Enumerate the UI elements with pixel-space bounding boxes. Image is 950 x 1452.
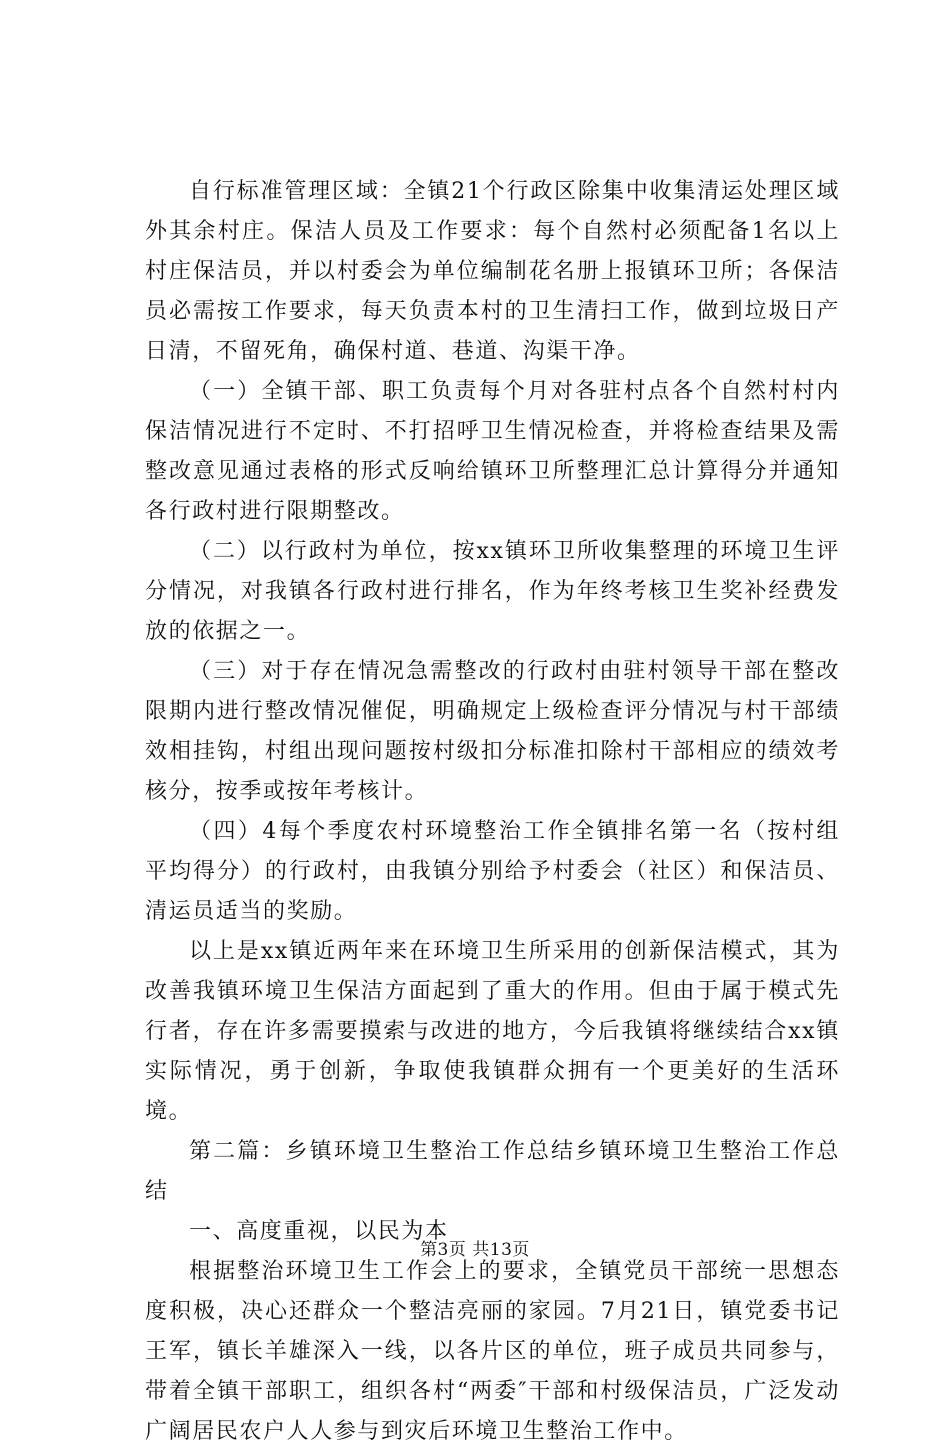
paragraph-item-3: （三）对于存在情况急需整改的行政村由驻村领导干部在整改限期内进行整改情况催促，明确规定上级检查评分情况与村干部绩效相挂钩，村组出现问题按村级扣分标准扣除村干部相应的绩效考核分，按季或按年考核计。: [145, 659, 840, 804]
paragraph-summary: 以上是xx镇近两年来在环境卫生所采用的创新保洁模式，其为改善我镇环境卫生保洁方面起到了重大的作用。但由于属于模式先行者，存在许多需要摸索与改进的地方，今后我镇将继续结合xx镇实际情况，勇于创新，争取使我镇群众拥有一个更美好的生活环境。: [145, 939, 840, 1124]
paragraph-body: 根据整治环境卫生工作会上的要求，全镇党员干部统一思想态度积极，决心还群众一个整洁亮丽的家园。7月21日，镇党委书记王军，镇长羊雄深入一线，以各片区的单位，班子成员共同参与，带着全镇干部职工，组织各村“两委″干部和村级保洁员，广泛发动广阔居民农户人人参与到灾后环境卫生整治工作中。: [145, 1259, 840, 1444]
page-number: 第3页 共13页: [420, 1240, 530, 1260]
paragraph-item-2: （二）以行政村为单位，按xx镇环卫所收集整理的环境卫生评分情况，对我镇各行政村进行排名，作为年终考核卫生奖补经费发放的依据之一。: [145, 539, 840, 644]
paragraph-item-4: （四）4每个季度农村环境整治工作全镇排名第一名（按村组平均得分）的行政村，由我镇分别给予村委会（社区）和保洁员、清运员适当的奖励。: [145, 819, 840, 924]
paragraph-item-1: （一）全镇干部、职工负责每个月对各驻村点各个自然村村内保洁情况进行不定时、不打招呼卫生情况检查，并将检查结果及需整改意见通过表格的形式反响给镇环卫所整理汇总计算得分并通知各行政村进行限期整改。: [145, 379, 840, 524]
section-heading: 第二篇：乡镇环境卫生整治工作总结乡镇环境卫生整治工作总结: [145, 1139, 840, 1204]
paragraph-standard-management: 自行标准管理区域：全镇21个行政区除集中收集清运处理区域外其余村庄。保洁人员及工作要求：每个自然村必须配备1名以上村庄保洁员，并以村委会为单位编制花名册上报镇环卫所；各保洁员必需按工作要求，每天负责本村的卫生清扫工作，做到垃圾日产日清，不留死角，确保村道、巷道、沟渠干净。: [145, 179, 840, 364]
subsection-heading: 一、高度重视，以民为本: [189, 1219, 449, 1244]
